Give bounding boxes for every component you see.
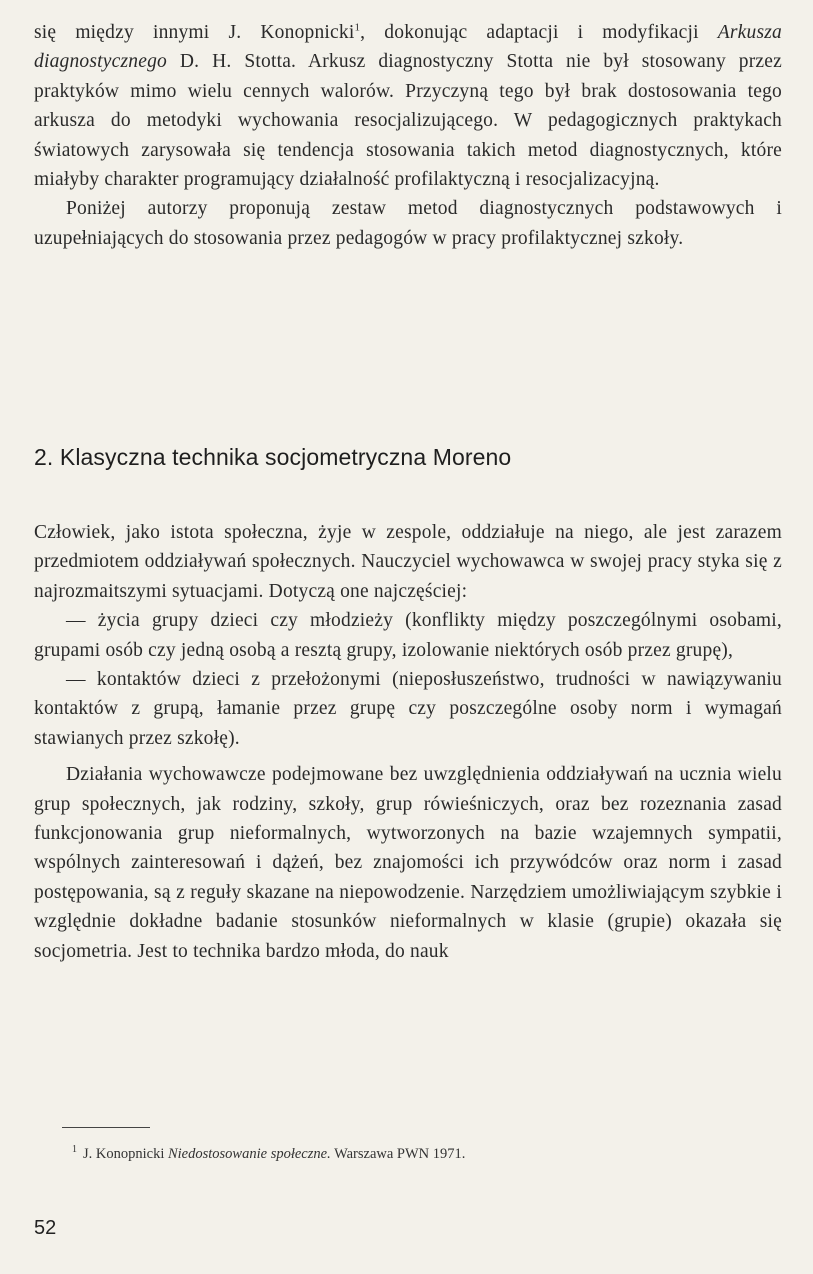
intro-paragraph-1	[34, 18, 782, 194]
footnote-ref: 1	[354, 21, 361, 34]
footnote-author: J. Konopnicki	[83, 1145, 165, 1162]
page-number: 52	[34, 1217, 57, 1239]
body-paragraph-2: Działania wychowawcze podejmowane bez uwzględnienia oddziaływań na ucznia wielu grup społecznych, jak rodziny, szkoły, grup rówieśniczych, oraz bez rozeznania zasad funkcjonowania grup nieformalnych, wytworzonych na bazie wzajemnych sympatii, wspólnych zainteresowań i dążeń, bez znajomości ich przywódców oraz norm i zasad postępowania, są z reguły skazane na niepowodzenie. Narzędziem umożliwiającym szybkie i względnie dokładne badanie stosunków nieformalnych w klasie (grupie) okazała się socjometria. Jest to technika bardzo młoda, do nauk	[34, 764, 782, 962]
footnote	[72, 1140, 772, 1164]
section-heading-block	[34, 444, 782, 471]
footnote-number: 1	[72, 1144, 77, 1155]
list-item-2: — kontaktów dzieci z przełożonymi (nieposłuszeństwo, trudności w nawiązywaniu kontaktów z grupą, łamanie przez grupę czy poszczególne osoby norm i wymagań stawianych przez szkołę).	[34, 669, 782, 749]
intro-paragraph-2: Poniżej autorzy proponują zestaw metod diagnostycznych podstawowych i uzupełniających do stosowania przez pedagogów w pracy profilaktycznej szkoły.	[34, 198, 782, 249]
text-span: D. H. Stotta. Arkusz diagnostyczny Stotta nie był stosowany przez praktyków mimo wielu cennych walorów. Przyczyną tego był brak dostosowania tego arkusza do metodyki wychowania resocjalizującego. W pedagogicznych praktykach światowych zarysowała się tendencja stosowania takich metod diagnostycznych, które miałyby charakter programujący działalność profilaktyczną i resocjalizacyjną.	[34, 51, 782, 191]
text-span: , dokonując adaptacji i modyfikacji	[360, 22, 718, 43]
footnote-publisher: Warszawa PWN 1971.	[334, 1145, 466, 1162]
footnote-divider	[62, 1127, 150, 1128]
italic-title: Arkusza diagnostycznego	[34, 22, 782, 73]
text-span: się między innymi J. Konopnicki	[34, 22, 355, 43]
footnote-title: Niedostosowanie społeczne.	[167, 1145, 331, 1162]
section-body	[34, 518, 782, 966]
list-item-1: — życia grupy dzieci czy młodzieży (konflikty między poszczególnymi osobami, grupami osób czy jedną osobą a resztą grupy, izolowanie niektórych osób przez grupę),	[34, 610, 782, 661]
intro-section	[34, 18, 782, 253]
body-paragraph-1: Człowiek, jako istota społeczna, żyje w zespole, oddziałuje na niego, ale jest zarazem przedmiotem oddziaływań społecznych. Nauczyciel wychowawca w swojej pracy styka się z najrozmaitszymi sytuacjami. Dotyczą one najczęściej:	[34, 522, 782, 602]
section-heading: 2. Klasyczna technika socjometryczna Moreno	[34, 444, 512, 470]
